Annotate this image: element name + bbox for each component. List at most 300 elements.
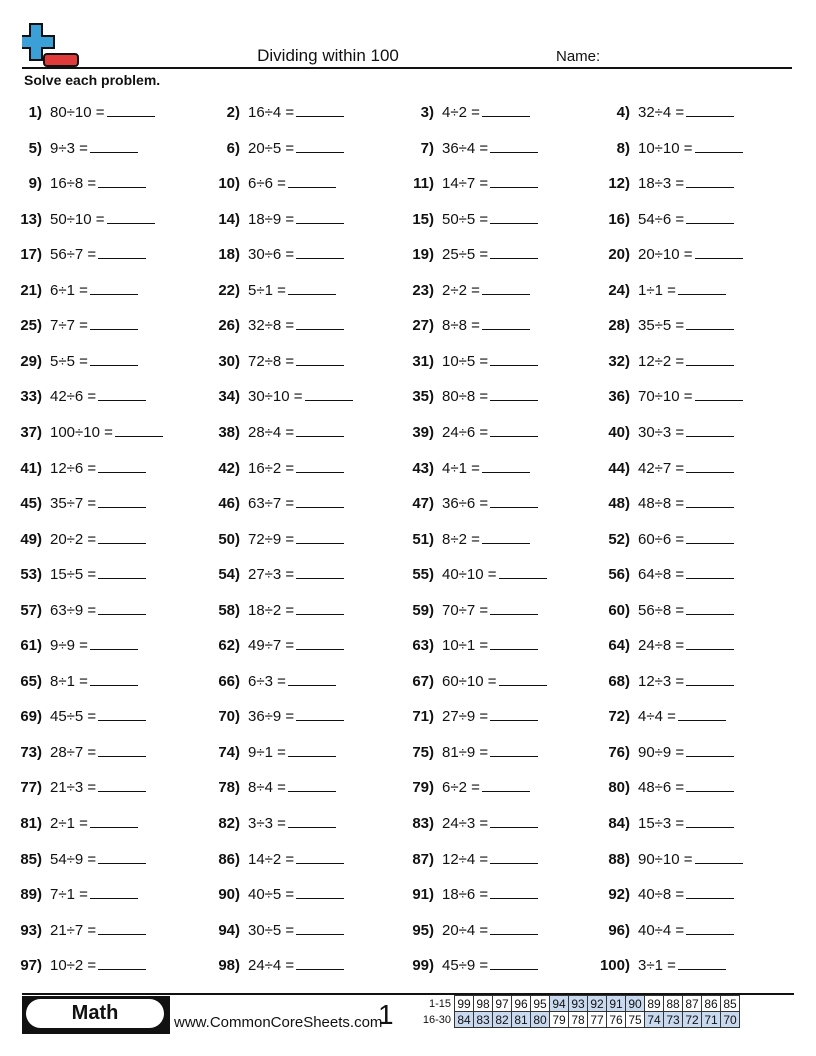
problem-item [598, 422, 734, 442]
answer-blank[interactable] [490, 955, 538, 970]
problem-expression: 36÷6 = [442, 495, 489, 513]
answer-blank[interactable] [686, 884, 734, 899]
problem-expression: 36÷9 = [248, 708, 295, 726]
answer-blank[interactable] [90, 138, 138, 153]
problem-item [208, 706, 344, 726]
score-cell: 74 [645, 1012, 664, 1028]
answer-blank[interactable] [686, 813, 734, 828]
answer-blank[interactable] [288, 671, 336, 686]
problem-item [10, 102, 155, 122]
problem-number: 13) [20, 210, 42, 228]
problem-expression: 24÷3 = [442, 815, 489, 832]
answer-blank[interactable] [490, 138, 538, 153]
problem-number: 87) [412, 850, 434, 868]
answer-blank[interactable] [296, 422, 344, 437]
problem-item [10, 955, 146, 975]
problem-item [598, 920, 734, 940]
answer-blank[interactable] [288, 777, 336, 792]
problem-number: 83) [412, 815, 434, 832]
answer-blank[interactable] [98, 955, 146, 970]
problem-item [208, 777, 336, 797]
answer-blank[interactable] [90, 351, 138, 366]
problem-number: 11) [413, 175, 434, 193]
problem-expression: 2÷1 = [50, 815, 88, 832]
problem-number: 98) [218, 957, 240, 975]
problem-item [402, 849, 538, 869]
score-cell: 85 [721, 996, 740, 1012]
problem-item [598, 173, 734, 193]
score-cell: 78 [569, 1012, 588, 1028]
answer-blank[interactable] [98, 849, 146, 864]
answer-blank[interactable] [490, 493, 538, 508]
problem-number: 80) [608, 779, 630, 797]
problem-item [208, 244, 344, 264]
answer-blank[interactable] [686, 777, 734, 792]
score-row-label: 1-15 [428, 997, 451, 1010]
problem-expression: 15÷5 = [50, 566, 97, 584]
answer-blank[interactable] [678, 706, 726, 721]
answer-blank[interactable] [98, 529, 146, 544]
problem-item [598, 955, 726, 975]
answer-blank[interactable] [490, 635, 538, 650]
problem-number: 84) [608, 815, 630, 832]
answer-blank[interactable] [90, 635, 138, 650]
answer-blank[interactable] [695, 386, 743, 401]
answer-blank[interactable] [296, 458, 344, 473]
problem-number: 38) [218, 423, 240, 441]
problem-expression: 80÷10 = [50, 104, 105, 121]
answer-blank[interactable] [296, 244, 344, 259]
problem-expression: 72÷9 = [248, 530, 295, 548]
answer-blank[interactable] [686, 635, 734, 650]
problem-expression: 6÷1 = [50, 281, 88, 299]
problem-item [10, 458, 146, 478]
problem-item [208, 529, 344, 549]
answer-blank[interactable] [288, 280, 336, 295]
problem-item [598, 600, 734, 620]
problem-item [598, 671, 734, 691]
problem-expression: 24÷4 = [248, 957, 295, 975]
problem-expression: 63÷9 = [50, 601, 97, 619]
problem-item [10, 315, 138, 335]
answer-blank[interactable] [98, 493, 146, 508]
problem-item [208, 600, 344, 620]
answer-blank[interactable] [296, 351, 344, 366]
problem-number: 76) [608, 743, 630, 761]
problem-item [402, 244, 538, 264]
problem-expression: 63÷7 = [248, 495, 295, 513]
problem-number: 85) [20, 850, 42, 868]
answer-blank[interactable] [296, 884, 344, 899]
answer-blank[interactable] [288, 742, 336, 757]
problem-item [10, 671, 138, 691]
problem-item [208, 458, 344, 478]
problem-number: 79) [412, 779, 434, 797]
problem-expression: 6÷3 = [248, 672, 286, 690]
problem-expression: 50÷5 = [442, 210, 489, 228]
problem-expression: 1÷1 = [638, 281, 676, 299]
problem-number: 51) [412, 530, 434, 548]
problem-item [402, 635, 538, 655]
answer-blank[interactable] [305, 386, 353, 401]
answer-blank[interactable] [98, 920, 146, 935]
problem-number: 42) [218, 459, 240, 477]
problem-expression: 18÷3 = [638, 175, 685, 193]
problem-expression: 48÷8 = [638, 495, 685, 513]
problem-number: 8) [616, 139, 630, 157]
problem-item [10, 706, 146, 726]
answer-blank[interactable] [98, 742, 146, 757]
problem-number: 21) [20, 281, 42, 299]
problem-item [208, 493, 344, 513]
answer-blank[interactable] [686, 564, 734, 579]
problem-number: 73) [20, 743, 42, 761]
answer-blank[interactable] [288, 173, 336, 188]
problem-number: 94) [218, 921, 240, 939]
answer-blank[interactable] [490, 209, 538, 224]
problem-item [208, 102, 344, 122]
answer-blank[interactable] [296, 493, 344, 508]
problem-number: 6) [226, 139, 240, 157]
problem-number: 64) [608, 637, 630, 655]
problem-expression: 70÷7 = [442, 601, 489, 619]
answer-blank[interactable] [482, 102, 530, 117]
answer-blank[interactable] [296, 564, 344, 579]
problem-item [402, 458, 530, 478]
problem-expression: 14÷2 = [248, 850, 295, 868]
problem-number: 93) [20, 921, 42, 939]
score-cell: 86 [702, 996, 721, 1012]
problem-expression: 16÷2 = [248, 459, 295, 477]
answer-blank[interactable] [490, 884, 538, 899]
problem-item [208, 209, 344, 229]
answer-blank[interactable] [98, 706, 146, 721]
problem-expression: 80÷8 = [442, 388, 489, 406]
problem-expression: 9÷9 = [50, 637, 88, 655]
answer-blank[interactable] [288, 813, 336, 828]
problem-item [208, 280, 336, 300]
problem-expression: 5÷5 = [50, 352, 88, 370]
problem-item [10, 742, 146, 762]
problem-expression: 49÷7 = [248, 637, 295, 655]
problem-number: 52) [608, 530, 630, 548]
problem-number: 24) [608, 281, 630, 299]
problem-number: 67) [412, 672, 434, 690]
problem-number: 65) [20, 672, 42, 690]
problem-item [10, 493, 146, 513]
problem-expression: 40÷4 = [638, 921, 685, 939]
problem-item [10, 351, 138, 371]
problem-item [598, 209, 734, 229]
problem-number: 60) [608, 601, 630, 619]
problem-number: 7) [420, 139, 434, 157]
problem-item [208, 955, 344, 975]
answer-blank[interactable] [90, 315, 138, 330]
problem-expression: 32÷8 = [248, 317, 295, 335]
answer-blank[interactable] [296, 635, 344, 650]
problem-number: 99) [412, 957, 434, 975]
problem-expression: 10÷2 = [50, 957, 97, 975]
name-label: Name: [556, 48, 601, 65]
problem-expression: 50÷10 = [50, 210, 105, 228]
problem-number: 43) [412, 459, 434, 477]
problem-expression: 4÷1 = [442, 459, 480, 477]
problem-expression: 8÷4 = [248, 779, 286, 797]
problem-number: 46) [218, 495, 240, 513]
score-cell: 96 [512, 996, 531, 1012]
answer-blank[interactable] [90, 671, 138, 686]
problem-number: 45) [20, 495, 42, 513]
problem-item [402, 173, 538, 193]
answer-blank[interactable] [695, 138, 743, 153]
problem-item [598, 280, 726, 300]
problem-expression: 60÷10 = [442, 672, 497, 690]
answer-blank[interactable] [296, 955, 344, 970]
problem-expression: 90÷9 = [638, 743, 685, 761]
problem-expression: 8÷1 = [50, 672, 88, 690]
problem-expression: 3÷3 = [248, 815, 286, 832]
answer-blank[interactable] [107, 102, 155, 117]
answer-blank[interactable] [482, 777, 530, 792]
answer-blank[interactable] [499, 564, 547, 579]
problem-number: 17) [20, 246, 42, 264]
problem-expression: 4÷2 = [442, 104, 480, 121]
problem-item [10, 244, 146, 264]
problem-number: 82) [218, 815, 240, 832]
answer-blank[interactable] [686, 102, 734, 117]
problem-number: 95) [412, 921, 434, 939]
answer-blank[interactable] [490, 849, 538, 864]
answer-blank[interactable] [482, 280, 530, 295]
problem-item [208, 386, 353, 406]
problem-expression: 14÷7 = [442, 175, 489, 193]
problem-number: 20) [608, 246, 630, 264]
problem-number: 70) [218, 708, 240, 726]
problem-number: 89) [20, 886, 42, 904]
answer-blank[interactable] [678, 280, 726, 295]
score-cell: 76 [607, 1012, 626, 1028]
problem-number: 36) [608, 388, 630, 406]
score-row [417, 1012, 740, 1028]
problem-item [598, 706, 726, 726]
answer-blank[interactable] [686, 529, 734, 544]
answer-blank[interactable] [490, 386, 538, 401]
answer-blank[interactable] [490, 244, 538, 259]
answer-blank[interactable] [686, 671, 734, 686]
answer-blank[interactable] [296, 138, 344, 153]
problem-item [208, 173, 336, 193]
problem-item [402, 920, 538, 940]
problem-expression: 10÷5 = [442, 352, 489, 370]
problem-expression: 8÷8 = [442, 317, 480, 335]
problem-expression: 20÷4 = [442, 921, 489, 939]
answer-blank[interactable] [686, 209, 734, 224]
problem-expression: 72÷8 = [248, 352, 295, 370]
answer-blank[interactable] [686, 173, 734, 188]
problem-expression: 20÷10 = [638, 246, 693, 264]
problem-item [402, 600, 538, 620]
problem-expression: 21÷7 = [50, 921, 97, 939]
answer-blank[interactable] [115, 422, 163, 437]
answer-blank[interactable] [296, 315, 344, 330]
score-cell: 91 [607, 996, 626, 1012]
problem-expression: 32÷4 = [638, 104, 685, 121]
problem-expression: 20÷5 = [248, 139, 295, 157]
problem-expression: 6÷6 = [248, 175, 286, 193]
problem-item [208, 742, 336, 762]
problem-item [10, 635, 138, 655]
answer-blank[interactable] [296, 600, 344, 615]
problem-expression: 48÷6 = [638, 779, 685, 797]
problem-item [598, 138, 743, 158]
problem-number: 77) [20, 779, 42, 797]
problem-item [598, 351, 734, 371]
answer-blank[interactable] [296, 849, 344, 864]
problem-expression: 3÷1 = [638, 957, 676, 975]
score-cell: 97 [493, 996, 512, 1012]
problem-item [402, 955, 538, 975]
answer-blank[interactable] [695, 244, 743, 259]
problem-expression: 20÷2 = [50, 530, 97, 548]
problem-item [208, 884, 344, 904]
answer-blank[interactable] [686, 742, 734, 757]
answer-blank[interactable] [98, 458, 146, 473]
problem-item [10, 564, 146, 584]
problem-number: 72) [608, 708, 630, 726]
answer-blank[interactable] [490, 600, 538, 615]
problem-item [208, 422, 344, 442]
problem-number: 50) [218, 530, 240, 548]
answer-blank[interactable] [686, 920, 734, 935]
problem-item [402, 351, 538, 371]
problem-expression: 24÷8 = [638, 637, 685, 655]
answer-blank[interactable] [296, 706, 344, 721]
answer-blank[interactable] [98, 564, 146, 579]
answer-blank[interactable] [490, 920, 538, 935]
answer-blank[interactable] [490, 706, 538, 721]
score-row [417, 996, 740, 1012]
problem-number: 16) [608, 210, 630, 228]
problem-number: 81) [20, 815, 42, 832]
answer-blank[interactable] [499, 671, 547, 686]
problem-item [10, 920, 146, 940]
problem-item [598, 635, 734, 655]
answer-blank[interactable] [482, 529, 530, 544]
problem-item [402, 209, 538, 229]
problem-item [10, 600, 146, 620]
problem-item [598, 102, 734, 122]
problem-number: 63) [412, 637, 434, 655]
score-row-label: 16-30 [422, 1013, 451, 1026]
problem-item [598, 244, 743, 264]
answer-blank[interactable] [296, 529, 344, 544]
answer-blank[interactable] [482, 458, 530, 473]
answer-blank[interactable] [695, 849, 743, 864]
problem-expression: 45÷9 = [442, 957, 489, 975]
answer-blank[interactable] [90, 884, 138, 899]
problem-number: 66) [218, 672, 240, 690]
problem-expression: 18÷9 = [248, 210, 295, 228]
score-cell: 94 [550, 996, 569, 1012]
answer-blank[interactable] [98, 386, 146, 401]
answer-blank[interactable] [686, 351, 734, 366]
problem-item [10, 422, 163, 442]
problem-expression: 81÷9 = [442, 743, 489, 761]
score-cell: 77 [588, 1012, 607, 1028]
answer-blank[interactable] [686, 458, 734, 473]
problem-expression: 42÷6 = [50, 388, 97, 406]
problem-expression: 70÷10 = [638, 388, 693, 406]
problem-item [10, 173, 146, 193]
problem-number: 4) [616, 104, 630, 121]
problem-number: 88) [608, 850, 630, 868]
answer-blank[interactable] [490, 351, 538, 366]
problem-item [10, 138, 138, 158]
problem-item [402, 280, 530, 300]
problem-item [10, 849, 146, 869]
score-cell: 83 [474, 1012, 493, 1028]
answer-blank[interactable] [490, 422, 538, 437]
answer-blank[interactable] [90, 813, 138, 828]
problem-number: 92) [608, 886, 630, 904]
answer-blank[interactable] [98, 244, 146, 259]
answer-blank[interactable] [490, 173, 538, 188]
problem-item [10, 777, 146, 797]
answer-blank[interactable] [98, 777, 146, 792]
problem-expression: 5÷1 = [248, 281, 286, 299]
problem-item [208, 315, 344, 335]
answer-blank[interactable] [678, 955, 726, 970]
answer-blank[interactable] [482, 315, 530, 330]
problem-number: 100) [599, 957, 630, 975]
answer-blank[interactable] [296, 102, 344, 117]
problem-item [598, 529, 734, 549]
problem-item [208, 635, 344, 655]
answer-blank[interactable] [686, 600, 734, 615]
problem-expression: 40÷10 = [442, 566, 497, 584]
answer-blank[interactable] [686, 422, 734, 437]
problem-number: 10) [218, 175, 240, 193]
score-table [417, 995, 740, 1028]
site-url[interactable]: www.CommonCoreSheets.com [174, 1014, 383, 1031]
answer-blank[interactable] [296, 209, 344, 224]
answer-blank[interactable] [98, 173, 146, 188]
problem-expression: 40÷8 = [638, 886, 685, 904]
answer-blank[interactable] [490, 742, 538, 757]
problem-item [208, 849, 344, 869]
problem-number: 40) [608, 423, 630, 441]
problem-number: 34) [218, 388, 240, 406]
answer-blank[interactable] [686, 493, 734, 508]
instructions: Solve each problem. [24, 72, 161, 88]
problem-expression: 12÷6 = [50, 459, 97, 477]
answer-blank[interactable] [296, 920, 344, 935]
problem-expression: 10÷10 = [638, 139, 693, 157]
score-cell: 82 [493, 1012, 512, 1028]
answer-blank[interactable] [90, 280, 138, 295]
answer-blank[interactable] [686, 315, 734, 330]
problem-number: 71) [412, 708, 434, 726]
answer-blank[interactable] [98, 600, 146, 615]
problem-number: 55) [412, 566, 434, 584]
answer-blank[interactable] [490, 813, 538, 828]
problem-expression: 36÷4 = [442, 139, 489, 157]
problem-number: 33) [20, 388, 42, 406]
answer-blank[interactable] [107, 209, 155, 224]
problem-expression: 24÷6 = [442, 423, 489, 441]
problem-expression: 90÷10 = [638, 850, 693, 868]
problem-number: 96) [608, 921, 630, 939]
